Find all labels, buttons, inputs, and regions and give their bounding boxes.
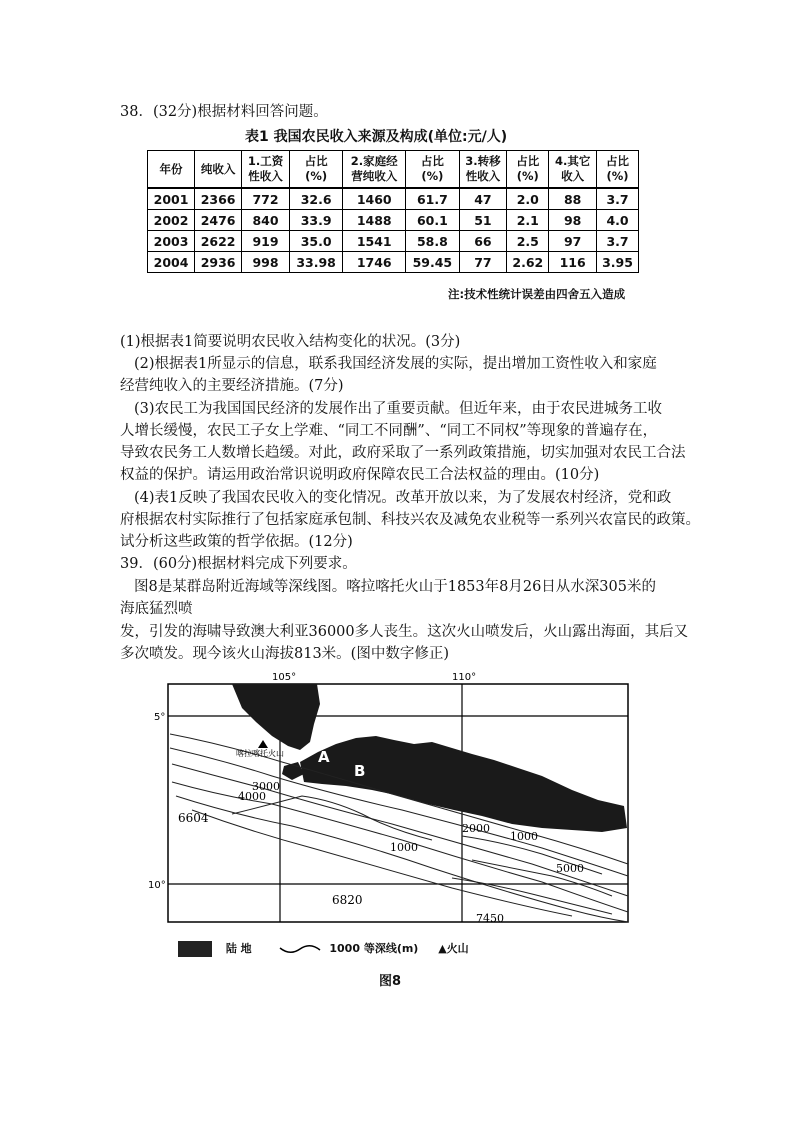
table-cell: 919 — [242, 231, 290, 252]
q39-para-line3: 发，引发的海啸导致澳大利亚36000多人丧生。这次火山喷发后，火山露出海面，其后又 — [120, 624, 689, 640]
income-table — [147, 150, 639, 273]
table-cell: 35.0 — [289, 231, 342, 252]
table-header-cell: 4.其它 收入 — [549, 151, 597, 189]
table-cell: 58.8 — [406, 231, 459, 252]
table-cell: 2002 — [148, 210, 195, 231]
land-java — [300, 736, 627, 832]
table-header-cell: 占比 (%) — [289, 151, 342, 189]
depth-4000: 4000 — [238, 790, 266, 803]
legend-land-label: 陆 地 — [225, 942, 252, 955]
table-cell: 98 — [549, 210, 597, 231]
lon-110-label: 110° — [452, 672, 477, 683]
legend-land-swatch — [178, 941, 212, 957]
table-cell: 2004 — [148, 252, 195, 273]
table-cell: 59.45 — [406, 252, 459, 273]
table-cell: 116 — [549, 252, 597, 273]
q38-part4-line1: (4)表1反映了我国农民收入的变化情况。改革开放以来，为了发展农村经济，党和政 — [134, 490, 672, 506]
table-cell: 3.7 — [597, 188, 639, 210]
table-header-cell: 1.工资 性收入 — [242, 151, 290, 189]
depth-5000: 5000 — [556, 862, 584, 875]
depth-7450: 7450 — [476, 912, 504, 925]
q39-para-line4: 多次喷发。现今该火山海拔813米。(图中数字修正) — [120, 646, 449, 662]
table-note: 注:技术性统计误差由四舍五入造成 — [448, 287, 626, 301]
volcano-icon — [258, 740, 268, 748]
label-b: B — [354, 762, 366, 780]
table-title: 表1 我国农民收入来源及构成(单位:元/人) — [245, 129, 508, 145]
label-a: A — [318, 748, 330, 766]
table-cell: 1460 — [343, 188, 406, 210]
table-header-cell: 年份 — [148, 151, 195, 189]
q38-part2-line2: 经营纯收入的主要经济措施。(7分) — [120, 378, 344, 394]
table-row — [148, 231, 639, 252]
q38-part4-line2: 府根据农村实际推行了包括家庭承包制、科技兴农及减免农业税等一系列兴农富民的政策。 — [120, 512, 700, 528]
table-cell: 51 — [459, 210, 507, 231]
q39-heading: 39．(60分)根据材料完成下列要求。 — [120, 556, 357, 572]
depth-2000: 2000 — [462, 822, 490, 835]
table-cell: 61.7 — [406, 188, 459, 210]
table-cell: 840 — [242, 210, 290, 231]
table-cell: 2.62 — [507, 252, 549, 273]
table-cell: 2001 — [148, 188, 195, 210]
depth-1000-a: 1000 — [390, 841, 418, 854]
depth-1000-b: 1000 — [510, 830, 538, 843]
q38-heading: 38．(32分)根据材料回答问题。 — [120, 104, 328, 120]
q38-part3-line1: (3)农民工为我国国民经济的发展作出了重要贡献。但近年来，由于农民进城务工收 — [134, 401, 663, 417]
land-sumatra — [232, 684, 320, 750]
table-row — [148, 252, 639, 273]
lat-10-label: 10° — [148, 880, 166, 891]
table-cell: 2.1 — [507, 210, 549, 231]
depth-3000: 3000 — [252, 780, 280, 793]
table-cell: 772 — [242, 188, 290, 210]
q38-part4-line3: 试分析这些政策的哲学依据。(12分) — [120, 534, 353, 550]
table-cell: 60.1 — [406, 210, 459, 231]
table-header-cell: 占比 (%) — [406, 151, 459, 189]
table-cell: 97 — [549, 231, 597, 252]
table-cell: 1541 — [343, 231, 406, 252]
table-header-row — [148, 151, 639, 189]
table-header-cell: 占比 (%) — [597, 151, 639, 189]
table-cell: 33.98 — [289, 252, 342, 273]
table-cell: 1488 — [343, 210, 406, 231]
q38-part3-line3: 导致农民务工人数增长趋缓。对此，政府采取了一系列政策措施，切实加强对农民工合法 — [120, 445, 686, 461]
lon-105-label: 105° — [272, 672, 297, 683]
table-cell: 3.7 — [597, 231, 639, 252]
table-cell: 33.9 — [289, 210, 342, 231]
q38-part3-line4: 权益的保护。请运用政治常识说明政府保障农民工合法权益的理由。(10分) — [120, 467, 600, 483]
table-cell: 2366 — [195, 188, 242, 210]
q38-part2-line1: (2)根据表1所显示的信息，联系我国经济发展的实际，提出增加工资性收入和家庭 — [134, 356, 657, 372]
table-cell: 2936 — [195, 252, 242, 273]
table-header-cell: 3.转移 性收入 — [459, 151, 507, 189]
lat-5-label: 5° — [154, 712, 166, 723]
depth-6604: 6604 — [178, 811, 209, 825]
depth-6820: 6820 — [332, 893, 363, 907]
table-cell: 998 — [242, 252, 290, 273]
table-row — [148, 188, 639, 210]
table-cell: 2622 — [195, 231, 242, 252]
table-cell: 2476 — [195, 210, 242, 231]
table-cell: 1746 — [343, 252, 406, 273]
volcano-label: 喀拉喀托火山 — [236, 749, 284, 758]
q38-part3-line2: 人增长缓慢，农民工子女上学难、“同工不同酬”、“同工不同权”等现象的普遍存在， — [120, 423, 658, 439]
table-row — [148, 210, 639, 231]
legend-contour-label: 1000 等深线(m) — [329, 942, 419, 955]
q38-part1: (1)根据表1简要说明农民收入结构变化的状况。(3分) — [120, 334, 461, 350]
table-header-cell: 占比 (%) — [507, 151, 549, 189]
table-cell: 4.0 — [597, 210, 639, 231]
legend-volcano-label: ▲火山 — [438, 942, 469, 955]
table-cell: 47 — [459, 188, 507, 210]
legend-contour-icon — [278, 942, 322, 956]
table-cell: 3.95 — [597, 252, 639, 273]
table-cell: 2.0 — [507, 188, 549, 210]
q39-para-line2: 海底猛烈喷 — [120, 601, 193, 617]
table-cell: 66 — [459, 231, 507, 252]
table-cell: 77 — [459, 252, 507, 273]
bathymetric-map — [132, 664, 642, 936]
map-legend — [178, 940, 469, 957]
table-cell: 32.6 — [289, 188, 342, 210]
figure-caption: 图8 — [379, 974, 402, 989]
q39-para-line1: 图8是某群岛附近海域等深线图。喀拉喀托火山于1853年8月26日从水深305米的 — [134, 579, 656, 595]
table-cell: 2.5 — [507, 231, 549, 252]
table-cell: 2003 — [148, 231, 195, 252]
table-header-cell: 纯收入 — [195, 151, 242, 189]
table-cell: 88 — [549, 188, 597, 210]
table-header-cell: 2.家庭经 营纯收入 — [343, 151, 406, 189]
